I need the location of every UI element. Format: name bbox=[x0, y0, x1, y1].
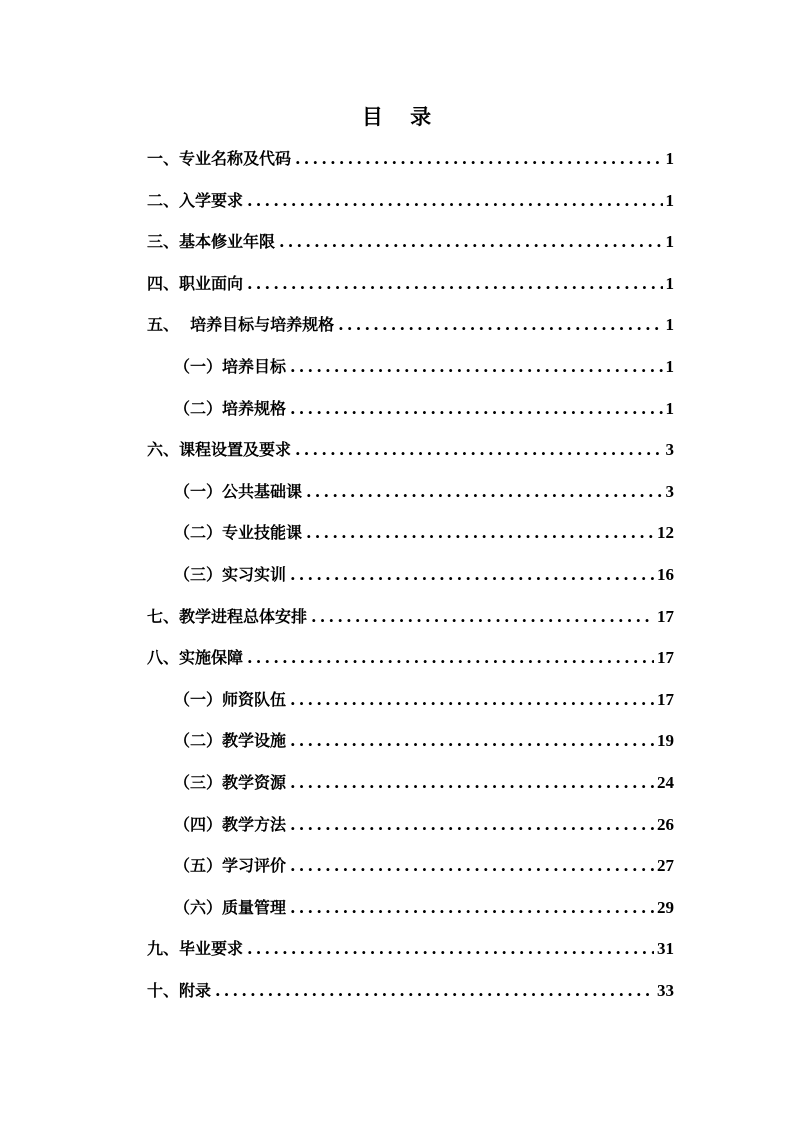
dot-leader bbox=[290, 769, 654, 797]
toc-entry-label: 七、教学进程总体安排 bbox=[147, 606, 308, 626]
toc-entry[interactable] bbox=[147, 353, 674, 395]
dot-leader bbox=[247, 187, 662, 215]
toc-entry[interactable] bbox=[147, 935, 674, 977]
toc-entry[interactable] bbox=[147, 228, 674, 270]
toc-entry-page: 17 bbox=[657, 648, 674, 668]
dot-leader bbox=[290, 561, 654, 589]
toc-entry-label: （一）公共基础课 bbox=[174, 481, 303, 501]
toc-entry[interactable] bbox=[147, 852, 674, 894]
toc-entry-page: 17 bbox=[657, 606, 674, 626]
toc-entry-page: 29 bbox=[657, 897, 674, 917]
toc-entry[interactable] bbox=[147, 894, 674, 936]
dot-leader bbox=[295, 145, 662, 173]
toc-entry-page: 12 bbox=[657, 523, 674, 543]
toc-entry-label: 三、基本修业年限 bbox=[147, 232, 276, 252]
toc-entry-page: 27 bbox=[657, 856, 674, 876]
toc-entry-label: 九、毕业要求 bbox=[147, 939, 244, 959]
toc-entry-label: （一）师资队伍 bbox=[174, 689, 287, 709]
toc-entry[interactable] bbox=[147, 686, 674, 728]
dot-leader bbox=[290, 894, 654, 922]
toc-entry[interactable] bbox=[147, 187, 674, 229]
toc-entry-label: 六、课程设置及要求 bbox=[147, 440, 292, 460]
toc-entry[interactable] bbox=[147, 311, 674, 353]
toc-entry[interactable] bbox=[147, 727, 674, 769]
toc-entry[interactable] bbox=[147, 395, 674, 437]
toc-entry[interactable] bbox=[147, 478, 674, 520]
toc-entry[interactable] bbox=[147, 561, 674, 603]
toc-entry-page: 1 bbox=[665, 149, 674, 168]
dot-leader bbox=[247, 935, 654, 963]
toc-entry-label: 十、附录 bbox=[147, 980, 212, 1000]
toc-entry-page: 24 bbox=[657, 772, 674, 792]
dot-leader bbox=[247, 270, 662, 298]
toc-entry-label: 一、专业名称及代码 bbox=[147, 149, 292, 168]
dot-leader bbox=[311, 603, 654, 631]
dot-leader bbox=[290, 852, 654, 880]
toc-entry-page: 1 bbox=[665, 356, 674, 376]
toc-entry-page: 17 bbox=[657, 689, 674, 709]
toc-entry-label: （二）专业技能课 bbox=[174, 523, 303, 543]
toc-entry-page: 3 bbox=[665, 481, 674, 501]
toc-entry[interactable] bbox=[147, 977, 674, 1019]
toc-entry-label: 二、入学要求 bbox=[147, 190, 244, 210]
toc-entry[interactable] bbox=[147, 270, 674, 312]
dot-leader bbox=[290, 727, 654, 755]
dot-leader bbox=[279, 228, 662, 256]
dot-leader bbox=[290, 353, 662, 381]
toc-entry-page: 19 bbox=[657, 731, 674, 751]
dot-leader bbox=[290, 395, 662, 423]
toc-entry-label: （三）实习实训 bbox=[174, 564, 287, 584]
toc-list bbox=[147, 145, 674, 1018]
toc-entry-page: 1 bbox=[665, 315, 674, 335]
dot-leader bbox=[338, 311, 662, 339]
toc-entry-label: （二）教学设施 bbox=[174, 731, 287, 751]
toc-entry-label: （三）教学资源 bbox=[174, 772, 287, 792]
toc-entry-label: 五、 培养目标与培养规格 bbox=[147, 315, 335, 335]
toc-entry[interactable] bbox=[147, 519, 674, 561]
dot-leader bbox=[295, 436, 662, 464]
toc-title: 目 录 bbox=[361, 104, 442, 129]
toc-entry-label: （一）培养目标 bbox=[174, 356, 287, 376]
toc-entry-label: （二）培养规格 bbox=[174, 398, 287, 418]
toc-entry-page: 26 bbox=[657, 814, 674, 834]
toc-entry-page: 33 bbox=[657, 980, 674, 1000]
toc-entry-label: （五）学习评价 bbox=[174, 856, 287, 876]
dot-leader bbox=[215, 977, 654, 1005]
toc-entry-page: 1 bbox=[665, 190, 674, 210]
toc-entry[interactable] bbox=[147, 644, 674, 686]
toc-entry-page: 3 bbox=[665, 440, 674, 460]
toc-entry-label: （四）教学方法 bbox=[174, 814, 287, 834]
toc-entry-page: 1 bbox=[665, 232, 674, 252]
dot-leader bbox=[247, 644, 654, 672]
toc-entry[interactable] bbox=[147, 811, 674, 853]
toc-entry[interactable] bbox=[147, 436, 674, 478]
toc-entry[interactable] bbox=[147, 145, 674, 187]
toc-entry-label: 四、职业面向 bbox=[147, 273, 244, 293]
toc-entry[interactable] bbox=[147, 603, 674, 645]
dot-leader bbox=[306, 519, 654, 547]
toc-entry[interactable] bbox=[147, 769, 674, 811]
dot-leader bbox=[290, 811, 654, 839]
toc-entry-label: （六）质量管理 bbox=[174, 897, 287, 917]
toc-entry-label: 八、实施保障 bbox=[147, 648, 244, 668]
toc-entry-page: 1 bbox=[665, 273, 674, 293]
dot-leader bbox=[290, 686, 654, 714]
toc-entry-page: 1 bbox=[665, 398, 674, 418]
dot-leader bbox=[306, 478, 662, 506]
toc-entry-page: 31 bbox=[657, 939, 674, 959]
toc-entry-page: 16 bbox=[657, 564, 674, 584]
